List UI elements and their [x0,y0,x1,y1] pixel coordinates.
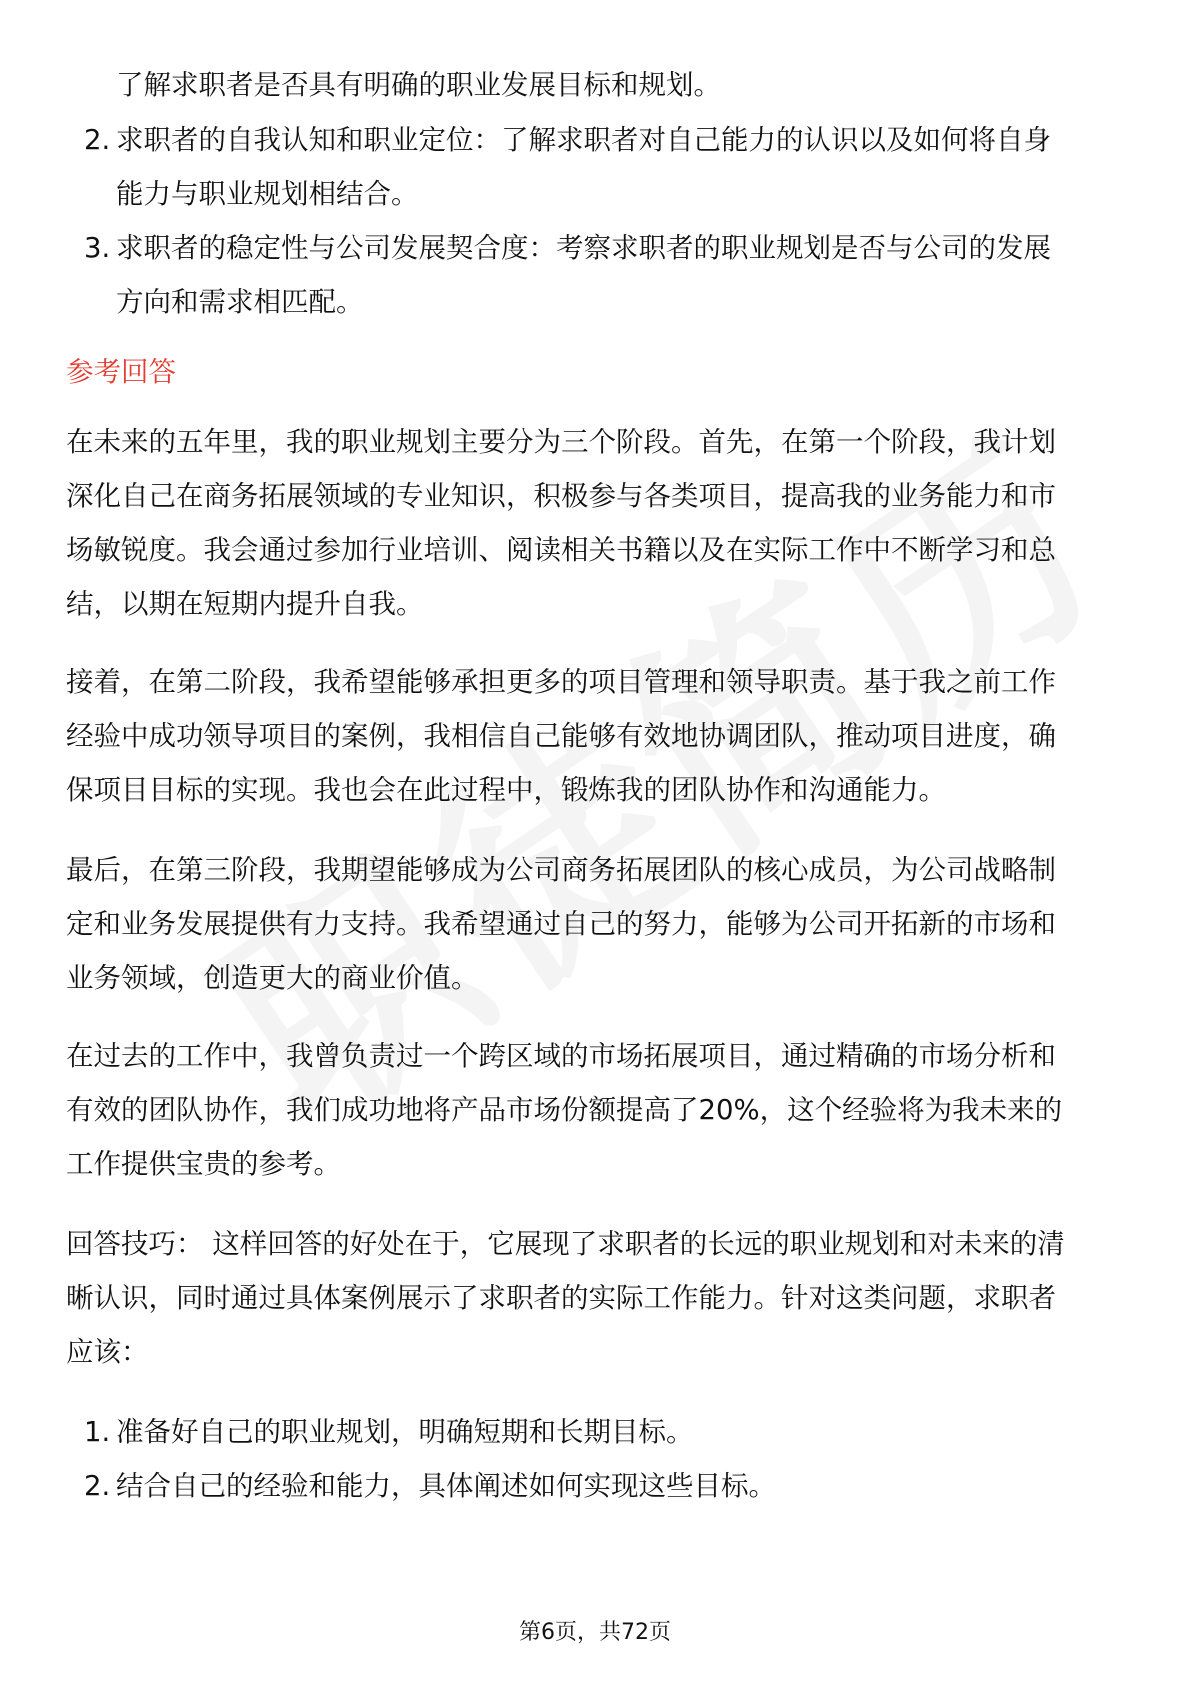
list-item-text: 结合自己的经验和能力，具体阐述如何实现这些目标。 [116,1470,776,1502]
list-item-text: 能力与职业规划相结合。 [116,178,419,210]
paragraph-line: 晰认识，同时通过具体案例展示了求职者的实际工作能力。针对这类问题，求职者 [66,1282,1056,1314]
paragraph-line: 场敏锐度。我会通过参加行业培训、阅读相关书籍以及在实际工作中不断学习和总 [66,534,1056,566]
list-number: 2. [84,1470,111,1502]
paragraph-line: 业务领域，创造更大的商业价值。 [66,962,479,994]
list-item-text: 求职者的稳定性与公司发展契合度：考察求职者的职业规划是否与公司的发展 [116,232,1051,264]
list-item-text: 准备好自己的职业规划，明确短期和长期目标。 [116,1416,694,1448]
paragraph-line: 回答技巧： 这样回答的好处在于，它展现了求职者的长远的职业规划和对未来的清 [66,1228,1065,1260]
list-number: 2. [84,124,111,156]
answer-heading: 参考回答 [66,356,176,388]
list-number: 1. [84,1416,111,1448]
list-item-text: 求职者的自我认知和职业定位：了解求职者对自己能力的认识以及如何将自身 [116,124,1051,156]
paragraph-line: 在未来的五年里，我的职业规划主要分为三个阶段。首先，在第一个阶段，我计划 [66,426,1056,458]
paragraph-line: 接着，在第二阶段，我希望能够承担更多的项目管理和领导职责。基于我之前工作 [66,666,1056,698]
intent-item-1-tail: 了解求职者是否具有明确的职业发展目标和规划。 [116,69,721,101]
list-item-text: 方向和需求相匹配。 [116,286,364,318]
paragraph-line: 在过去的工作中，我曾负责过一个跨区域的市场拓展项目，通过精确的市场分析和 [66,1040,1056,1072]
paragraph-line: 有效的团队协作，我们成功地将产品市场份额提高了20%，这个经验将为我未来的 [66,1094,1063,1126]
paragraph-line: 深化自己在商务拓展领域的专业知识，积极参与各类项目，提高我的业务能力和市 [66,480,1056,512]
paragraph-line: 经验中成功领导项目的案例，我相信自己能够有效地协调团队，推动项目进度，确 [66,720,1056,752]
list-number: 3. [84,232,111,264]
paragraph-line: 工作提供宝贵的参考。 [66,1148,341,1180]
page-footer: 第6页，共72页 [519,1620,671,1645]
paragraph-line: 应该： [66,1336,149,1368]
paragraph-line: 定和业务发展提供有力支持。我希望通过自己的努力，能够为公司开拓新的市场和 [66,908,1056,940]
paragraph-line: 保项目目标的实现。我也会在此过程中，锻炼我的团队协作和沟通能力。 [66,774,946,806]
paragraph-line: 最后，在第三阶段，我期望能够成为公司商务拓展团队的核心成员，为公司战略制 [66,854,1056,886]
paragraph-line: 结，以期在短期内提升自我。 [66,588,424,620]
